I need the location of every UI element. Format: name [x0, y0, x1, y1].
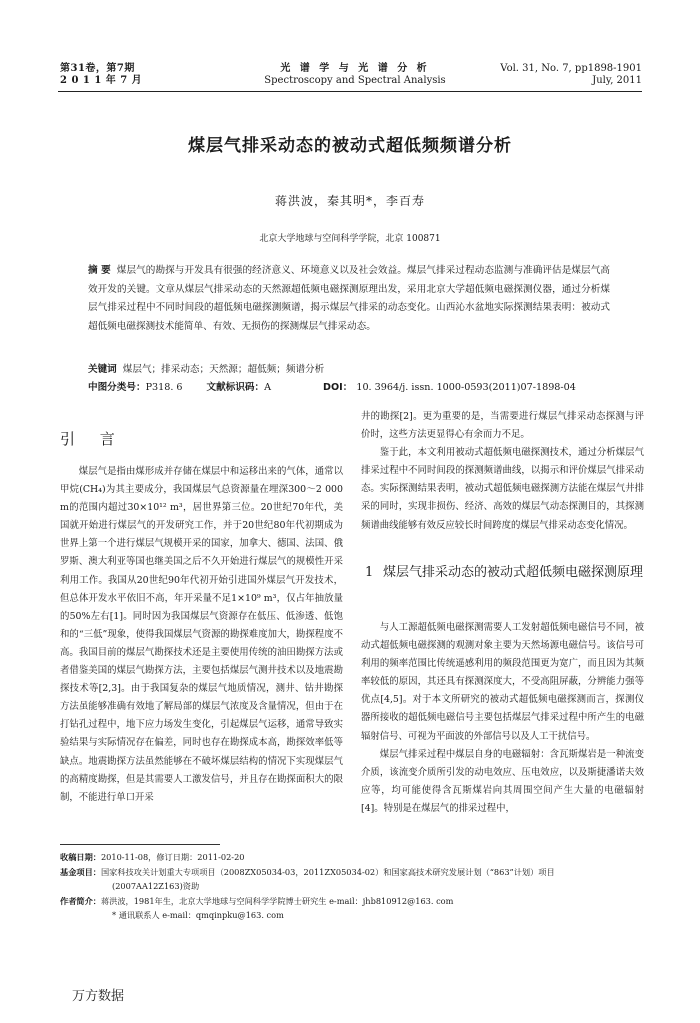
volume-issue: 第31卷，第7期	[60, 63, 135, 74]
publication-date: July, 2011	[592, 75, 642, 86]
header-rule	[58, 91, 642, 92]
intro-heading: 引 言	[60, 430, 125, 448]
affiliation: 北京大学地球与空间科学学院，北京 100871	[259, 234, 441, 244]
journal-name-zh: 光 谱 学 与 光 谱 分 析	[280, 63, 430, 74]
wanfang-watermark: 万方数据	[72, 989, 125, 1004]
doi-label: DOI：	[323, 382, 353, 393]
intro-body-left	[60, 463, 343, 807]
section-1-body	[361, 619, 644, 818]
abstract-label: 摘 要	[88, 265, 111, 276]
volume-pages: Vol. 31, No. 7, pp1898-1901	[500, 63, 642, 74]
keywords-label: 关键词	[88, 364, 117, 375]
paper-title: 煤层气排采动态的被动式超低频频谱分析	[188, 136, 512, 156]
intro-paragraph-continued: 井的勘探[2]。更为重要的是，当需要进行煤层气排采动态探测与评价时，这些方法更显得心有余而力不足。	[361, 411, 644, 441]
funding-continued: (2007AA12Z163)资助	[112, 881, 200, 892]
received-date: 收稿日期：2010-11-08，修订日期：2011-02-20	[60, 852, 245, 862]
body-paragraph: 与人工源超低频电磁探测需要人工发射超低频电磁信号不同，被动式超低频电磁探测的观测对象主要为天然场源电磁信号。该信号可利用的频率范围比传统遥感利用的频段范围更为宽广，而且因为其频率较低的原因，其还具有探测深度大，不受高阻屏蔽，分辨能力强等优点[4,5]。对于本文所研究的被动式超低频电磁探测而言，探测仪器所接收的超低频电磁信号主要包括煤层气排采过程中所产生的电磁辐射信号、可视为平面波的外部信号以及人工干扰信号。	[361, 622, 644, 742]
footnotes	[60, 850, 650, 923]
corresponding-author: * 通讯联系人 e-mail：qmqinpku@163. com	[112, 910, 284, 921]
clc-label: 中图分类号：	[88, 382, 146, 393]
section-number: 1	[365, 565, 374, 580]
journal-name-en: Spectroscopy and Spectral Analysis	[264, 75, 446, 86]
funding: 基金项目：国家科技攻关计划重大专项项目（2008ZX05034-03，2011ZX05034-02）和国家高技术研究发展计划（“863”计划）项目	[60, 866, 555, 877]
intro-body-right	[361, 408, 644, 535]
abstract	[88, 262, 610, 336]
keywords	[88, 361, 618, 379]
classification-line	[88, 379, 618, 397]
journal-volume-info	[60, 63, 142, 87]
section-1-heading	[361, 563, 644, 582]
abstract-text: 煤层气的勘探与开发具有很强的经济意义、环境意义以及社会效益。煤层气排采过程动态监测与准确评估是煤层气高效开发的关键。文章从煤层气排采动态的天然源超低频电磁探测原理出发，采用北京大学超低频电磁探测仪器，通过分析煤层气排采过程中不同时间段的超低频电磁探测频谱，揭示煤层气排采的动态变化。山西沁水盆地实际探测结果表明：被动式超低频电磁探测技术能简单、有效、无损伤的探测煤层气排采动态。	[88, 265, 610, 332]
keywords-text: 煤层气；排采动态；天然源；超低频；频谱分析	[122, 364, 325, 375]
issue-date: 2 0 1 1 年 7 月	[60, 75, 143, 86]
doc-code-label: 文献标识码：	[206, 382, 265, 393]
author-bio: 作者简介：蒋洪波，1981年生，北京大学地球与空间科学学院博士研究生 e-mail：jhb810912@163. com	[60, 895, 454, 906]
body-paragraph: 煤层气排采过程中煤层自身的电磁辐射：含瓦斯煤岩是一种流变介质，该流变介质所引发的动电效应、压电效应，以及斯捷潘诺夫效应等，均可能使得含瓦斯煤岩向其周围空间产生大量的电磁辐射[4]。特别是在煤层气的排采过程中，	[361, 748, 644, 814]
intro-paragraph: 煤层气是指由煤形成并存储在煤层中和运移出来的气体，通常以甲烷(CH₄)为其主要成分，我国煤层气总资源量在埋深300～2 000 m的范围内超过30×10¹² m³，居世界第三位。20世纪70年代，美国就开始进行煤层气的开发研究工作，并于20世纪80年代初期成为世界上第一个进行煤层气规模开采的国家，加拿大、德国、法国、俄罗斯、澳大利亚等国也继美国之后不久开始进行煤层气的规模性开采利用工作。我国从20世纪90年代初开始引进国外煤层气开发技术，但总体开发水平依旧不高，年开采量不足1×10⁹ m³，仅占年抽放量的50%左右[1]。同时因为我国煤层气资源存在低压、低渗透、低饱和的“三低”现象，使得我国煤层气资源的勘探难度加大，勘探程度不高。我国目前的煤层气勘探技术还是主要使用传统的油田勘探方法或者借鉴美国的煤层气勘探方法，主要包括煤层气测井技术以及地震勘探技术等[2,3]。由于我国复杂的煤层气地质情况，测井、钻井勘探方法虽能够准确有效地了解局部的煤层气浓度及含量情况，但由于在打钻孔过程中，地下应力场发生变化，引起煤层气运移，通常导致实验结果与实际情况存在偏差，同时也存在勘探成本高，勘探效率低等缺点。地震勘探方法虽然能够在不破坏煤层结构的情况下实现煤层气的高精度勘探，但是其需要人工激发信号，并且存在勘探面积大的限制，不能进行单口开采	[60, 466, 343, 803]
footnote-rule	[60, 844, 220, 845]
doc-code-value: A	[264, 382, 272, 393]
clc-value: P318. 6	[145, 382, 183, 393]
intro-paragraph: 鉴于此，本文利用被动式超低频电磁探测技术，通过分析煤层气排采过程中不同时间段的探测频谱曲线，以揭示和评价煤层气排采动态。实际探测结果表明，被动式超低频电磁探测方法能在煤层气井排采的同时，实现非损伤、经济、高效的煤层气动态探测目的，其探测频谱曲线能够有效反应较长时间跨度的煤层气排采动态变化情况。	[361, 447, 644, 531]
journal-citation	[500, 63, 642, 87]
author-list: 蒋洪波，秦其明*，李百寿	[274, 194, 425, 208]
section-title: 煤层气排采动态的被动式超低频电磁探测原理	[383, 565, 644, 580]
journal-name	[240, 63, 470, 87]
doi-value: 10. 3964/j. issn. 1000-0593(2011)07-1898-04	[356, 382, 576, 393]
